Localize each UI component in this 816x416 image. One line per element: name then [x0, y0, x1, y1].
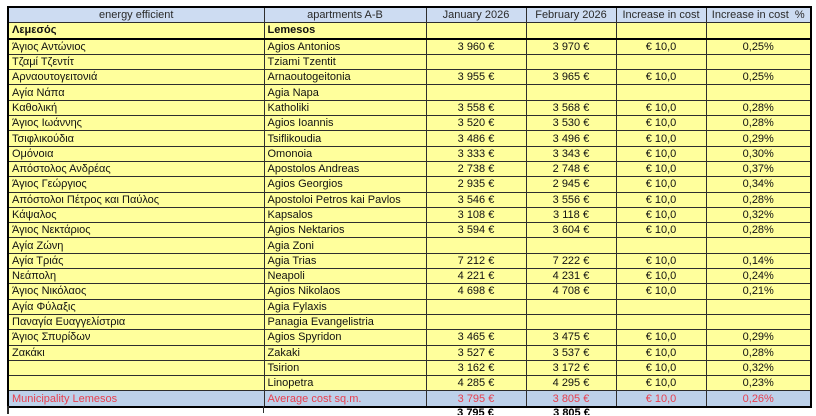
cutoff-february-value: 3 805 € — [553, 407, 590, 415]
cell-area-greek[interactable]: Τσιφλικούδια — [8, 131, 264, 146]
table-row — [8, 284, 811, 299]
cell-increase-cost[interactable]: € 10,0 — [616, 131, 706, 146]
cell-area-latin[interactable]: Agios Georgios — [264, 177, 426, 192]
cell-january-cost[interactable] — [426, 238, 526, 253]
table-row — [8, 54, 811, 69]
cell-area-greek[interactable]: Αγία Φύλαξις — [8, 299, 264, 314]
cell-increase-cost[interactable] — [616, 23, 706, 39]
table-row — [8, 376, 811, 391]
cell-january-cost[interactable]: 4 698 € — [426, 284, 526, 299]
header-january-2026[interactable]: January 2026 — [426, 7, 526, 23]
cell-increase-cost[interactable]: € 10,0 — [616, 223, 706, 238]
cell-increase-cost[interactable]: € 10,0 — [616, 330, 706, 345]
cell-february-cost[interactable]: 3 496 € — [526, 131, 616, 146]
cell-february-cost[interactable] — [526, 314, 616, 329]
cell-increase-pct[interactable] — [706, 299, 811, 314]
cell-february-cost[interactable]: 7 222 € — [526, 253, 616, 268]
cell-increase-cost[interactable] — [616, 238, 706, 253]
cell-area-latin[interactable]: Tsiflikoudia — [264, 131, 426, 146]
cell-january-cost[interactable]: 3 795 € — [426, 391, 526, 407]
header-increase-in-cost[interactable]: Increase in cost — [616, 7, 706, 23]
cell-area-greek[interactable] — [8, 360, 264, 375]
cell-january-cost[interactable]: 3 486 € — [426, 131, 526, 146]
cell-increase-cost[interactable]: € 10,0 — [616, 100, 706, 115]
table-row — [8, 269, 811, 284]
cell-january-cost[interactable]: 3 960 € — [426, 39, 526, 55]
cell-february-cost[interactable]: 3 530 € — [526, 116, 616, 131]
cell-area-latin[interactable]: Agios Ioannis — [264, 116, 426, 131]
cell-area-greek[interactable]: Αγία Νάπα — [8, 85, 264, 100]
cell-area-latin[interactable]: Apostolos Andreas — [264, 161, 426, 176]
cell-area-latin[interactable]: Agios Spyridon — [264, 330, 426, 345]
cell-january-cost[interactable]: 3 520 € — [426, 116, 526, 131]
cutoff-row-january-fragment — [427, 407, 524, 415]
table-row — [8, 70, 811, 85]
cell-area-latin[interactable]: Zakaki — [264, 345, 426, 360]
cell-increase-cost[interactable]: € 10,0 — [616, 177, 706, 192]
cell-increase-cost[interactable]: € 10,0 — [616, 345, 706, 360]
cell-january-cost[interactable]: 3 333 € — [426, 146, 526, 161]
cell-increase-pct[interactable]: 0,32% — [706, 207, 811, 222]
cell-increase-pct[interactable]: 0,21% — [706, 284, 811, 299]
cell-february-cost[interactable]: 3 475 € — [526, 330, 616, 345]
cell-area-greek[interactable]: Άγιος Νεκτάριος — [8, 223, 264, 238]
cell-january-cost[interactable]: 2 738 € — [426, 161, 526, 176]
cell-increase-cost[interactable]: € 10,0 — [616, 70, 706, 85]
table-row — [8, 39, 811, 55]
cell-january-cost[interactable]: 2 935 € — [426, 177, 526, 192]
cell-february-cost[interactable]: 3 965 € — [526, 70, 616, 85]
table-row — [8, 85, 811, 100]
cell-increase-cost[interactable]: € 10,0 — [616, 253, 706, 268]
cell-increase-pct[interactable]: 0,29% — [706, 131, 811, 146]
cell-february-cost[interactable]: 3 118 € — [526, 207, 616, 222]
cell-increase-pct[interactable]: 0,23% — [706, 376, 811, 391]
cost-table — [7, 6, 812, 408]
cell-increase-cost[interactable]: € 10,0 — [616, 269, 706, 284]
cell-area-latin[interactable]: Tziami Tzentit — [264, 54, 426, 69]
table-row — [8, 100, 811, 115]
cell-february-cost[interactable] — [526, 299, 616, 314]
header-row — [8, 7, 811, 23]
cell-area-latin[interactable]: Agia Napa — [264, 85, 426, 100]
table-row — [8, 314, 811, 329]
header-apartments-a-b[interactable]: apartments A-B — [264, 7, 426, 23]
cell-increase-pct[interactable]: 0,28% — [706, 345, 811, 360]
header-energy-efficient[interactable]: energy efficient — [8, 7, 264, 23]
cutoff-january-value: 3 795 € — [457, 407, 494, 415]
cell-area-latin[interactable]: Lemesos — [264, 23, 426, 39]
table-row — [8, 131, 811, 146]
cell-area-greek[interactable] — [8, 376, 264, 391]
cell-area-greek[interactable]: Άγιος Αντώνιος — [8, 39, 264, 55]
table-row — [8, 177, 811, 192]
cell-february-cost[interactable]: 2 748 € — [526, 161, 616, 176]
table-row — [8, 360, 811, 375]
cell-area-greek[interactable]: Κάψαλος — [8, 207, 264, 222]
cell-area-latin[interactable]: Agios Nektarios — [264, 223, 426, 238]
cell-increase-pct[interactable]: 0,28% — [706, 100, 811, 115]
cell-increase-cost[interactable]: € 10,0 — [616, 146, 706, 161]
cell-area-greek[interactable]: Αγία Ζώνη — [8, 238, 264, 253]
table-row — [8, 253, 811, 268]
cell-increase-pct[interactable]: 0,34% — [706, 177, 811, 192]
cell-area-latin[interactable]: Average cost sq.m. — [264, 391, 426, 407]
cell-increase-cost[interactable]: € 10,0 — [616, 161, 706, 176]
cell-area-greek[interactable]: Αρναουτογειτονιά — [8, 70, 264, 85]
cell-february-cost[interactable]: 3 343 € — [526, 146, 616, 161]
cell-february-cost[interactable]: 3 537 € — [526, 345, 616, 360]
cell-increase-cost[interactable] — [616, 299, 706, 314]
cell-january-cost[interactable] — [426, 23, 526, 39]
cell-february-cost[interactable]: 3 172 € — [526, 360, 616, 375]
cell-area-latin[interactable]: Agia Fylaxis — [264, 299, 426, 314]
cell-area-latin[interactable]: Agia Trias — [264, 253, 426, 268]
cell-area-greek[interactable]: Αγία Τριάς — [8, 253, 264, 268]
cell-area-greek[interactable]: Απόστολος Ανδρέας — [8, 161, 264, 176]
table-row — [8, 161, 811, 176]
cell-january-cost[interactable] — [426, 85, 526, 100]
cell-area-latin[interactable]: Agios Nikolaos — [264, 284, 426, 299]
cell-january-cost[interactable] — [426, 54, 526, 69]
table-row — [8, 391, 811, 407]
cell-january-cost[interactable]: 3 527 € — [426, 345, 526, 360]
cell-increase-cost[interactable] — [616, 54, 706, 69]
cell-increase-cost[interactable] — [616, 314, 706, 329]
cell-january-cost[interactable] — [426, 299, 526, 314]
header-increase-in-cost-pct[interactable]: Increase in cost % — [706, 7, 811, 23]
cell-area-greek[interactable]: Απόστολοι Πέτρος και Παύλος — [8, 192, 264, 207]
cell-area-greek[interactable]: Ομόνοια — [8, 146, 264, 161]
cell-february-cost[interactable]: 3 970 € — [526, 39, 616, 55]
cell-area-greek[interactable]: Άγιος Γεώργιος — [8, 177, 264, 192]
cell-january-cost[interactable] — [426, 314, 526, 329]
cell-area-latin[interactable]: Arnaoutogeitonia — [264, 70, 426, 85]
cell-increase-pct[interactable]: 0,14% — [706, 253, 811, 268]
cell-february-cost[interactable] — [526, 54, 616, 69]
cell-january-cost[interactable]: 3 955 € — [426, 70, 526, 85]
table-row — [8, 299, 811, 314]
cell-increase-pct[interactable]: 0,25% — [706, 39, 811, 55]
cell-increase-cost[interactable]: € 10,0 — [616, 39, 706, 55]
cell-area-latin[interactable]: Kapsalos — [264, 207, 426, 222]
cell-increase-cost[interactable]: € 10,0 — [616, 360, 706, 375]
cell-area-latin[interactable]: Tsirion — [264, 360, 426, 375]
table-row — [8, 330, 811, 345]
cell-february-cost[interactable]: 4 231 € — [526, 269, 616, 284]
table-row — [8, 238, 811, 253]
cell-february-cost[interactable]: 2 945 € — [526, 177, 616, 192]
cell-increase-pct[interactable]: 0,26% — [706, 391, 811, 407]
cutoff-row-february-fragment — [527, 407, 616, 415]
cell-february-cost[interactable] — [526, 85, 616, 100]
table-row — [8, 223, 811, 238]
cell-area-latin[interactable]: Neapoli — [264, 269, 426, 284]
cell-area-greek[interactable]: Καθολική — [8, 100, 264, 115]
cell-increase-pct[interactable] — [706, 238, 811, 253]
cell-february-cost[interactable] — [526, 238, 616, 253]
cell-january-cost[interactable]: 3 558 € — [426, 100, 526, 115]
cell-area-greek[interactable]: Λεμεσός — [8, 23, 264, 39]
cell-january-cost[interactable]: 4 221 € — [426, 269, 526, 284]
cell-increase-cost[interactable]: € 10,0 — [616, 376, 706, 391]
cell-area-greek[interactable]: Municipality Lemesos — [8, 391, 264, 407]
cell-area-greek[interactable]: Ζακάκι — [8, 345, 264, 360]
cell-increase-cost[interactable]: € 10,0 — [616, 207, 706, 222]
cell-january-cost[interactable]: 3 108 € — [426, 207, 526, 222]
cell-area-latin[interactable]: Katholiki — [264, 100, 426, 115]
table-row — [8, 345, 811, 360]
cell-area-latin[interactable]: Omonoia — [264, 146, 426, 161]
cell-increase-cost[interactable]: € 10,0 — [616, 116, 706, 131]
cell-increase-pct[interactable] — [706, 314, 811, 329]
cell-increase-pct[interactable] — [706, 54, 811, 69]
cell-increase-pct[interactable]: 0,29% — [706, 330, 811, 345]
cell-january-cost[interactable]: 3 162 € — [426, 360, 526, 375]
table-row — [8, 23, 811, 39]
cell-january-cost[interactable]: 3 546 € — [426, 192, 526, 207]
cell-area-greek[interactable]: Νεάπολη — [8, 269, 264, 284]
cell-area-latin[interactable]: Agia Zoni — [264, 238, 426, 253]
cell-area-greek[interactable]: Παναγία Ευαγγελίστρια — [8, 314, 264, 329]
cell-february-cost[interactable]: 3 556 € — [526, 192, 616, 207]
cell-increase-pct[interactable]: 0,32% — [706, 360, 811, 375]
cell-increase-pct[interactable] — [706, 23, 811, 39]
gridline-stub-left — [7, 406, 9, 414]
cell-area-greek[interactable]: Άγιος Ιωάννης — [8, 116, 264, 131]
cell-increase-pct[interactable]: 0,28% — [706, 192, 811, 207]
cell-increase-pct[interactable]: 0,28% — [706, 116, 811, 131]
cell-february-cost[interactable]: 3 805 € — [526, 391, 616, 407]
cell-february-cost[interactable] — [526, 23, 616, 39]
cell-area-latin[interactable]: Apostoloi Petros kai Pavlos — [264, 192, 426, 207]
cell-area-latin[interactable]: Panagia Evangelistria — [264, 314, 426, 329]
cell-increase-pct[interactable]: 0,37% — [706, 161, 811, 176]
cell-increase-pct[interactable]: 0,30% — [706, 146, 811, 161]
cell-increase-cost[interactable]: € 10,0 — [616, 391, 706, 407]
cell-increase-cost[interactable] — [616, 85, 706, 100]
cell-february-cost[interactable]: 3 568 € — [526, 100, 616, 115]
cell-february-cost[interactable]: 4 708 € — [526, 284, 616, 299]
cell-january-cost[interactable]: 7 212 € — [426, 253, 526, 268]
cell-february-cost[interactable]: 3 604 € — [526, 223, 616, 238]
cell-january-cost[interactable]: 3 594 € — [426, 223, 526, 238]
cell-area-greek[interactable]: Τζαμί Τζεντίτ — [8, 54, 264, 69]
cell-january-cost[interactable]: 3 465 € — [426, 330, 526, 345]
cell-area-latin[interactable]: Linopetra — [264, 376, 426, 391]
cell-february-cost[interactable]: 4 295 € — [526, 376, 616, 391]
cell-increase-pct[interactable]: 0,24% — [706, 269, 811, 284]
header-february-2026[interactable]: February 2026 — [526, 7, 616, 23]
cell-january-cost[interactable]: 4 285 € — [426, 376, 526, 391]
cell-increase-cost[interactable]: € 10,0 — [616, 284, 706, 299]
table-row — [8, 116, 811, 131]
gridline-stub-col2 — [263, 406, 264, 413]
cell-area-greek[interactable]: Άγιος Νικόλαος — [8, 284, 264, 299]
table-row — [8, 146, 811, 161]
cell-area-greek[interactable]: Άγιος Σπυρίδων — [8, 330, 264, 345]
cell-increase-pct[interactable] — [706, 85, 811, 100]
cell-increase-pct[interactable]: 0,28% — [706, 223, 811, 238]
cell-increase-pct[interactable]: 0,25% — [706, 70, 811, 85]
table-row — [8, 192, 811, 207]
cell-area-latin[interactable]: Agios Antonios — [264, 39, 426, 55]
table-row — [8, 207, 811, 222]
cell-increase-cost[interactable]: € 10,0 — [616, 192, 706, 207]
